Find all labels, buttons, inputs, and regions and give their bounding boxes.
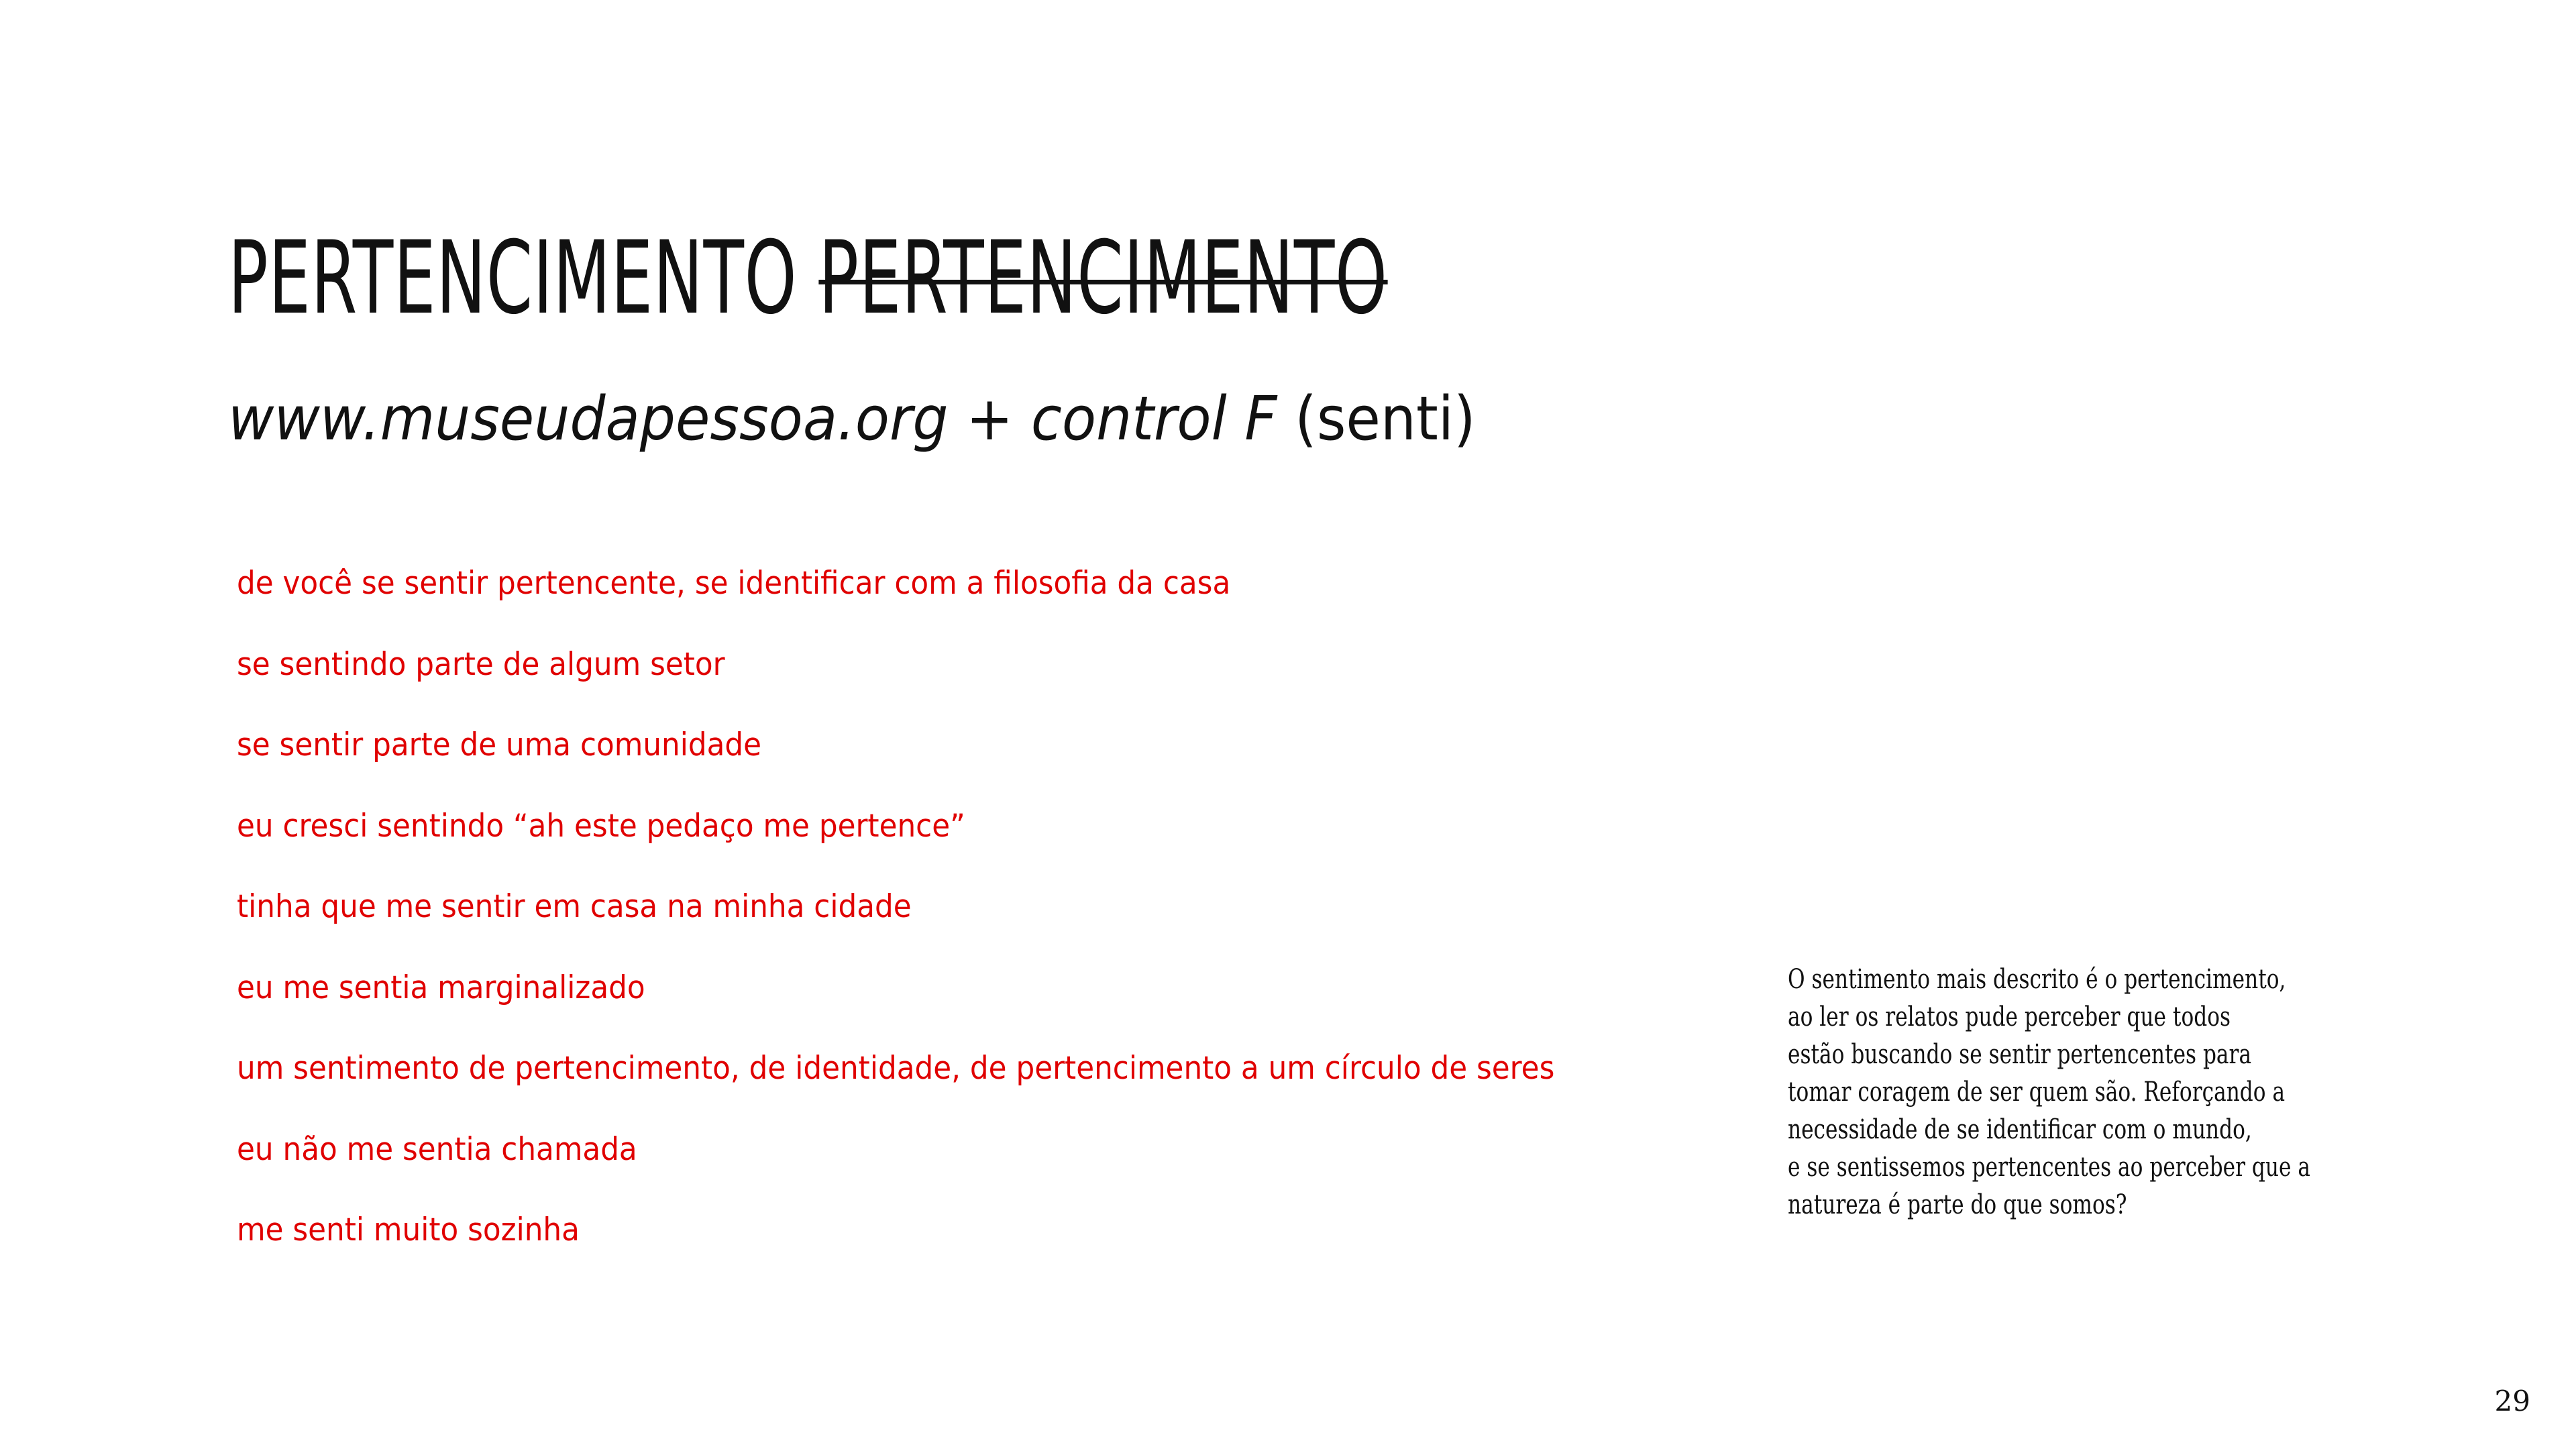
subtitle-plus: +	[966, 384, 1014, 454]
quote-item: de você se sentir pertencente, se identificar com a filosofia da casa	[237, 565, 1231, 602]
quote-item: eu não me sentia chamada	[237, 1130, 637, 1168]
page-title	[228, 220, 1388, 337]
reflection-line: ao ler os relatos pude perceber que todos	[1788, 1002, 2231, 1032]
quote-item: eu me sentia marginalizado	[237, 969, 645, 1006]
reflection-line: O sentimento mais descrito é o pertencimento,	[1788, 964, 2286, 995]
subtitle	[228, 382, 1476, 456]
quote-item: se sentindo parte de algum setor	[237, 645, 725, 683]
subtitle-site: www.museudapessoa.org	[228, 384, 949, 454]
reflection-line: tomar coragem de ser quem são. Reforçando a	[1788, 1077, 2286, 1108]
quote-list	[237, 560, 1654, 1288]
reflection-line: natureza é parte do que somos?	[1788, 1189, 2127, 1220]
reflection-line: estão buscando se sentir pertencentes para	[1788, 1039, 2252, 1070]
quote-item: tinha que me sentir em casa na minha cidade	[237, 888, 912, 925]
title-struck-word: PERTENCIMENTO	[818, 220, 1388, 337]
reflection-line: necessidade de se identificar com o mundo,	[1788, 1114, 2252, 1145]
quote-item: me senti muito sozinha	[237, 1212, 580, 1248]
page-number: 29	[2494, 1385, 2530, 1417]
reflection-paragraph	[1788, 961, 2378, 1224]
quote-item: se sentir parte de uma comunidade	[237, 727, 762, 763]
reflection-line: e se sentissemos pertencentes ao perceber que a	[1788, 1152, 2310, 1183]
quote-item: eu cresci sentindo “ah este pedaço me pertence”	[237, 807, 965, 845]
quote-item: um sentimento de pertencimento, de identidade, de pertencimento a um círculo de seres	[237, 1050, 1555, 1087]
title-word: PERTENCIMENTO	[228, 220, 798, 337]
subtitle-query: (senti)	[1295, 384, 1476, 454]
subtitle-shortcut: control F	[1030, 384, 1277, 454]
